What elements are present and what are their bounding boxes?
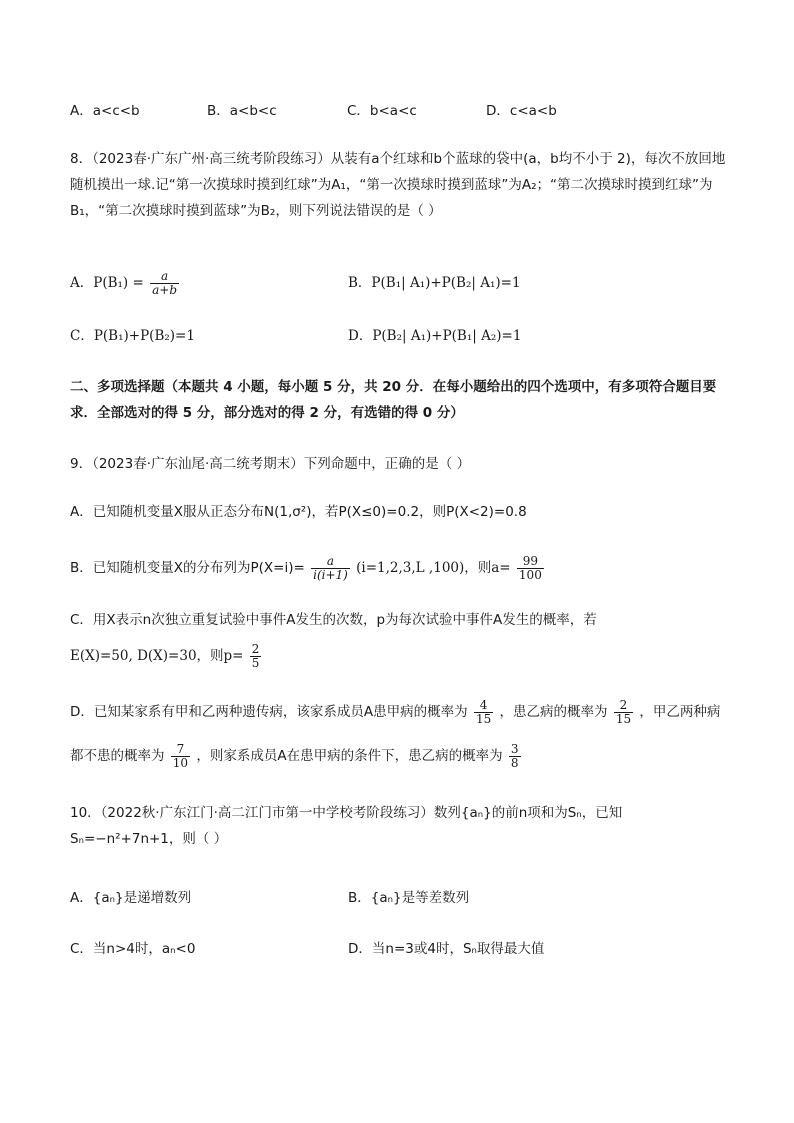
fraction-denominator: 10 <box>172 755 189 770</box>
q9-option-b-middle: (i=1,2,3,L ,100)，则a= <box>356 560 511 576</box>
q9-option-d-part3: ，甲乙两种病 <box>639 704 721 720</box>
q9-option-d-fraction-3 <box>171 743 190 770</box>
q7-option-a: A．a<c<b <box>70 103 140 119</box>
q9-option-d-line2 <box>70 738 730 774</box>
q8-option-a-lhs: A．P(B₁) = <box>70 275 144 291</box>
fraction-numerator: 99 <box>517 555 544 569</box>
fraction-denominator: 5 <box>251 655 260 670</box>
fraction-denominator: i(i+1) <box>313 567 348 582</box>
fraction-denominator: 15 <box>475 711 492 726</box>
fraction-numerator: 7 <box>171 743 190 757</box>
fraction-denominator: 15 <box>615 711 632 726</box>
q8-option-a <box>70 266 181 300</box>
q9-option-b-fraction <box>311 555 350 582</box>
q9-option-d-part5: ，则家系成员A在患甲病的条件下，患乙病的概率为 <box>196 748 503 764</box>
fraction-numerator: a <box>311 555 350 569</box>
fraction-numerator: 2 <box>251 641 260 656</box>
fraction-denominator: a+b <box>152 282 177 297</box>
q10-options-row1 <box>70 886 730 910</box>
q9-option-c-line1: C．用X表示n次独立重复试验中事件A发生的次数，p为每次试验中事件A发生的概率，若 <box>70 612 597 628</box>
fraction-numerator: 3 <box>510 741 519 756</box>
section-2-heading: 二、多项选择题（本题共 4 小题，每小题 5 分，共 20 分．在每小题给出的四个选项中，有多项符合题目要求．全部选对的得 5 分，部分选对的得 2 分，有选错的得 0 分） <box>70 379 717 421</box>
fraction-numerator: 4 <box>474 699 493 713</box>
q9-option-c-line2 <box>70 638 730 674</box>
q10-option-a: A．{aₙ}是递增数列 <box>70 890 192 906</box>
q9-option-d-fraction-4 <box>509 743 521 770</box>
q8-stem: 8．（2023春·广东广州·高三统考阶段练习）从装有a个红球和b个蓝球的袋中(a，b均不小于 2)，每次不放回地随机摸出一球.记“第一次摸球时摸到红球”为A₁，“第一次摸球时摸到蓝球”为A₂；“第二次摸球时摸到红球”为B₁，“第二次摸球时摸到蓝球”为B₂，则下列说法错误的是（ ） <box>70 151 726 219</box>
q9-option-d-line1 <box>70 694 730 730</box>
q9-stem: 9．（2023春·广东汕尾·高二统考期末）下列命题中，正确的是（ ） <box>70 456 471 472</box>
q9-option-d-part1: D．已知某家系有甲和乙两种遗传病，该家系成员A患甲病的概率为 <box>70 704 468 720</box>
fraction-numerator: 2 <box>614 699 633 713</box>
q9-option-c-line2-prefix: E(X)=50, D(X)=30，则p= <box>70 648 244 664</box>
q8-option-d: D．P(B₂| A₁)+P(B₁| A₂)=1 <box>348 328 522 344</box>
q10-option-b: B．{aₙ}是等差数列 <box>348 890 470 906</box>
q7-options <box>70 99 730 123</box>
q8-option-a-fraction <box>150 270 179 297</box>
q9-option-a: A．已知随机变量X服从正态分布N(1,σ²)，若P(X≤0)=0.2，则P(X<2)=0.8 <box>70 504 527 520</box>
q9-option-d-part4: 都不患的概率为 <box>70 748 165 764</box>
q9-option-d-fraction-1 <box>474 699 493 726</box>
q9-option-b-fraction-2 <box>517 555 544 582</box>
q9-option-b-prefix: B．已知随机变量X的分布列为P(X=i)= <box>70 560 305 576</box>
q7-option-c: C．b<a<c <box>347 103 417 119</box>
q8-options-row1 <box>70 266 730 300</box>
q9-option-c-fraction <box>250 643 262 670</box>
q8-option-b: B．P(B₁| A₁)+P(B₂| A₁)=1 <box>348 275 521 291</box>
q8-option-c: C．P(B₁)+P(B₂)=1 <box>70 328 195 344</box>
q9-option-b <box>70 550 730 586</box>
q7-option-b: B．a<b<c <box>207 103 277 119</box>
fraction-denominator: 8 <box>510 755 519 770</box>
q9-option-d-fraction-2 <box>614 699 633 726</box>
fraction-numerator: a <box>150 270 179 284</box>
q10-option-c: C．当n>4时，aₙ<0 <box>70 941 196 957</box>
q10-stem: 10．（2022秋·广东江门·高二江门市第一中学校考阶段练习）数列{aₙ}的前n项和为Sₙ，已知Sₙ=−n²+7n+1，则（ ） <box>70 805 623 847</box>
q10-option-d: D．当n=3或4时，Sₙ取得最大值 <box>348 941 545 957</box>
fraction-denominator: 100 <box>518 567 542 582</box>
q10-options-row2 <box>70 937 730 961</box>
q8-options-row2 <box>70 324 730 348</box>
q7-option-d: D．c<a<b <box>486 103 557 119</box>
q9-option-d-part2: ，患乙病的概率为 <box>499 704 608 720</box>
